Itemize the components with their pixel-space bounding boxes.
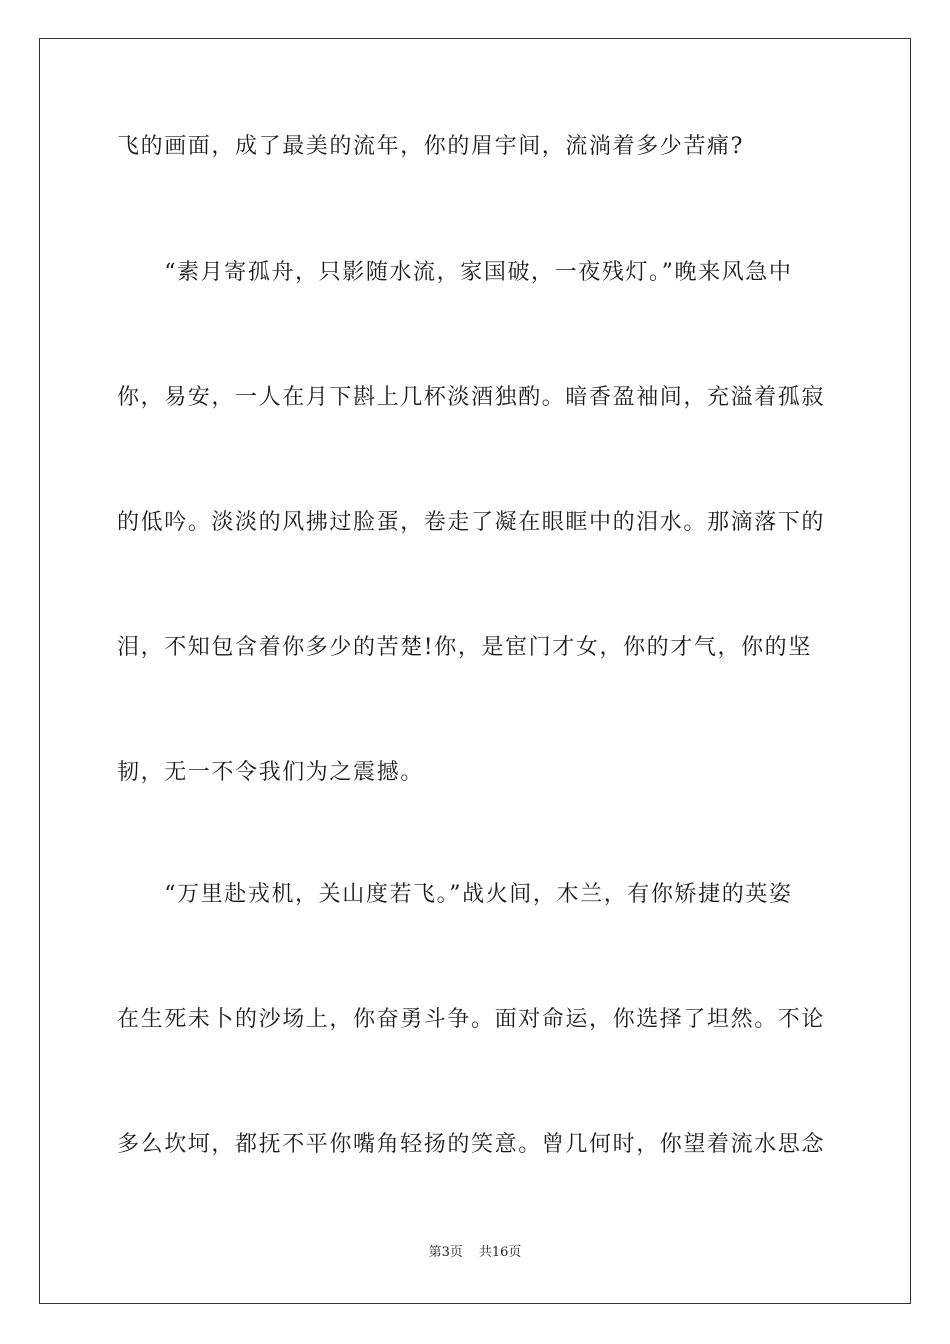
text-line-3: 你，易安，一人在月下斟上几杯淡酒独酌。暗香盈袖间，充溢着孤寂 xyxy=(117,385,826,410)
page-footer xyxy=(0,1244,950,1262)
text-line-1: 飞的画面，成了最美的流年，你的眉宇间，流淌着多少苦痛? xyxy=(117,134,744,159)
text-line-5: 泪，不知包含着你多少的苦楚!你，是宦门才女，你的才气，你的坚 xyxy=(117,635,812,660)
page-border xyxy=(39,38,911,1304)
text-line-4: 的低吟。淡淡的风拂过脸蛋，卷走了凝在眼眶中的泪水。那滴落下的 xyxy=(117,510,826,535)
text-line-7: “万里赴戎机，关山度若飞。”战火间，木兰，有你矫捷的英姿 xyxy=(117,882,793,907)
text-line-6: 韧，无一不令我们为之震撼。 xyxy=(117,760,424,785)
text-line-8: 在生死未卜的沙场上，你奋勇斗争。面对命运，你选择了坦然。不论 xyxy=(117,1007,826,1032)
page-total: 共16页 xyxy=(478,1245,522,1260)
text-line-2: “素月寄孤舟，只影随水流，家国破，一夜残灯。”晚来风急中 xyxy=(117,260,793,285)
text-line-9: 多么坎坷，都抚不平你嘴角轻扬的笑意。曾几何时，你望着流水思念 xyxy=(117,1132,826,1157)
page-number: 第3页 xyxy=(428,1245,463,1260)
